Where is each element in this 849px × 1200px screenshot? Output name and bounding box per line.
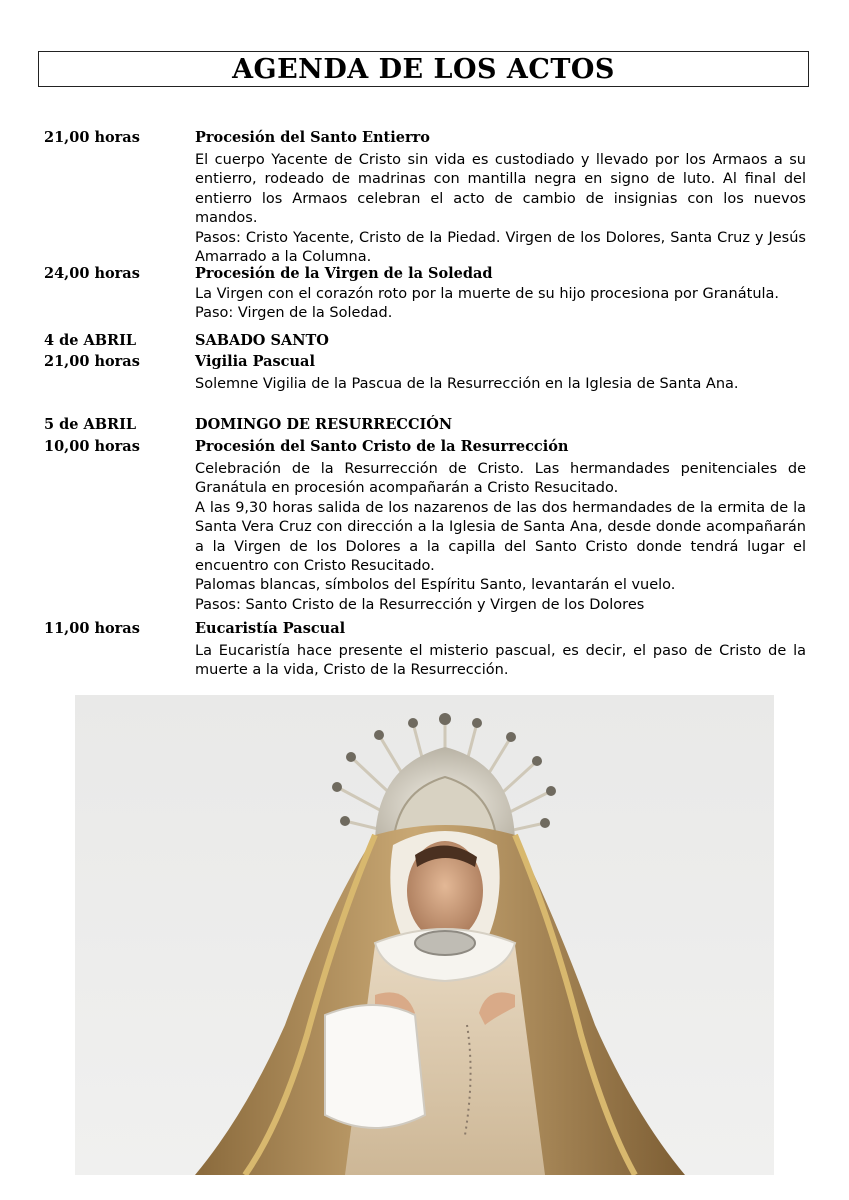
event-heading: Vigilia Pascual [195,353,315,370]
event-time: 21,00 horas [44,129,140,146]
description-line: a la Virgen de los Dolores a la capilla del Santo Cristo donde tendrá lugar el [195,538,806,555]
event-time: 10,00 horas [44,438,140,455]
statue-illustration [75,695,774,1175]
event-time: 24,00 horas [44,265,140,282]
description-line: A las 9,30 horas salida de los nazarenos de las dos hermandades de la ermita de la [195,499,806,516]
event-heading: Procesión del Santo Cristo de la Resurrección [195,438,569,455]
event-description [195,460,806,615]
day-title: SABADO SANTO [195,332,329,349]
description-line: Santa Vera Cruz con dirección a la Iglesia de Santa Ana, desde donde acompañarán [195,519,806,536]
description-line: entierro, rodeado de madrinas con mantilla negra en signo de luto. Al final del [195,171,806,188]
lace-handkerchief [325,1005,425,1128]
description-line: Granátula en procesión acompañarán a Cristo Resucitado. [195,480,619,497]
description-line: La Eucaristía hace presente el misterio pascual, es decir, el paso de Cristo de la [195,643,806,659]
event-heading: Procesión de la Virgen de la Soledad [195,265,493,282]
description-line: La Virgen con el corazón roto por la muerte de su hijo procesiona por Granátula. [195,286,780,302]
event-heading: Eucaristía Pascual [195,620,346,637]
event-time: 11,00 horas [44,620,140,637]
day-title: DOMINGO DE RESURRECCIÓN [195,416,453,433]
description-line: Amarrado a la Columna. [195,249,372,266]
event-description [195,642,806,681]
virgin-statue-photo [75,695,774,1175]
heart-medallion [415,931,475,955]
page-title: AGENDA DE LOS ACTOS [232,53,615,85]
description-line: entierro los Armaos celebran el acto de cambio de insignias con los nuevos mandos. [195,190,806,227]
event-date: 4 de ABRIL [44,332,137,349]
event-time: 21,00 horas [44,353,140,370]
description-line: El cuerpo Yacente de Cristo sin vida es custodiado y llevado por los Armaos a su [195,152,806,168]
description-line: Solemne Vigilia de la Pascua de la Resurrección en la Iglesia de Santa Ana. [195,376,739,392]
event-description [195,285,806,324]
description-line: encuentro con Cristo Resucitado. [195,558,435,575]
description-line: Celebración de la Resurrección de Cristo. Las hermandades penitenciales de [195,461,806,477]
description-line: Pasos: Santo Cristo de la Resurrección y Virgen de los Dolores [195,596,645,613]
event-heading: Procesión del Santo Entierro [195,129,430,146]
event-description [195,375,806,394]
event-description [195,151,806,267]
description-line: Pasos: Cristo Yacente, Cristo de la Piedad. Virgen de los Dolores, Santa Cruz y Jesús [195,229,806,246]
description-line: muerte a la vida, Cristo de la Resurrección. [195,662,509,679]
description-line: Palomas blancas, símbolos del Espíritu Santo, levantarán el vuelo. [195,577,676,594]
title-box [38,51,809,87]
description-line: Paso: Virgen de la Soledad. [195,305,393,322]
event-date: 5 de ABRIL [44,416,137,433]
